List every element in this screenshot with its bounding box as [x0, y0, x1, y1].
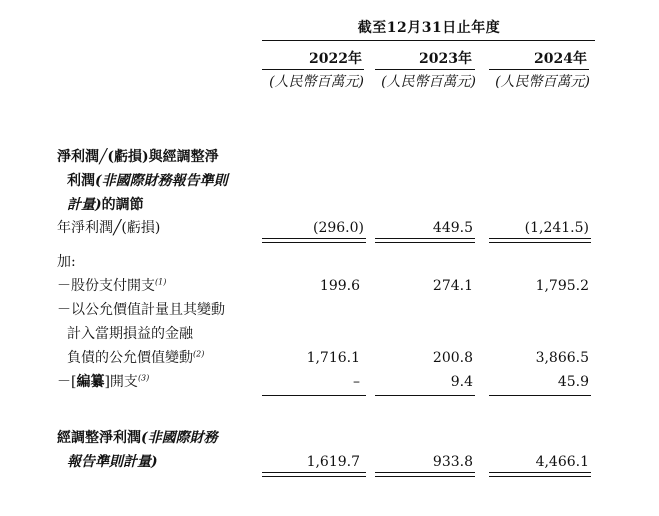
fair-value-2024: 3,866.5: [535, 350, 589, 366]
redacted-expense-2022: –: [353, 374, 360, 390]
year-2024-header: 2024年: [534, 51, 587, 67]
unit-2022: (人民幣百萬元): [269, 74, 364, 90]
col-rule-2024: [489, 69, 589, 70]
adjusted-net-profit-2024: 4,466.1: [535, 454, 589, 470]
adjusted-net-profit-2022: 1,619.7: [306, 454, 360, 470]
net-profit-rule-2024: [489, 238, 591, 243]
redacted-expense-2023: 9.4: [450, 374, 473, 390]
year-2022-header: 2022年: [309, 51, 362, 67]
subtotal-rule-2023: [375, 395, 475, 396]
unit-2023: (人民幣百萬元): [381, 74, 476, 90]
net-profit-label: 年淨利潤╱(虧損): [57, 220, 161, 236]
col-rule-2023: [375, 69, 475, 70]
net-profit-2023: 449.5: [432, 220, 473, 236]
adjusted-rule-2022: [262, 472, 366, 477]
net-profit-2024: (1,241.5): [524, 220, 589, 236]
subtotal-rule-2022: [262, 395, 366, 396]
year-2023-header: 2023年: [419, 51, 472, 67]
unit-2024: (人民幣百萬元): [495, 74, 590, 90]
adjusted-net-profit-label: 經調整淨利潤(非國際財務 報告準則計量): [57, 430, 218, 470]
share-comp-2024: 1,795.2: [535, 278, 589, 294]
net-profit-rule-2022: [262, 238, 366, 243]
fair-value-label: －以公允價值計量且其變動 計入當期損益的金融 負債的公允價值變動$^{(2)}$: [57, 302, 225, 366]
col-rule-2022: [262, 69, 364, 70]
share-comp-label: －股份支付開支$^{(1)}$: [57, 277, 167, 294]
add-label: 加:: [57, 254, 76, 270]
fair-value-2023: 200.8: [432, 350, 473, 366]
period-header: 截至12月31日止年度: [357, 20, 501, 36]
fair-value-2022: 1,716.1: [306, 350, 360, 366]
adjusted-rule-2024: [489, 472, 591, 477]
net-profit-rule-2023: [375, 238, 475, 243]
adjusted-rule-2023: [375, 472, 475, 477]
subtotal-rule-2024: [489, 395, 591, 396]
redacted-expense-2024: 45.9: [557, 374, 589, 390]
adjusted-net-profit-2023: 933.8: [432, 454, 473, 470]
reconciliation-title: 淨利潤╱(虧損)與經調整淨 利潤(非國際財務報告準則 計量)的調節: [57, 149, 228, 213]
header-rule: [262, 40, 595, 41]
net-profit-2022: (296.0): [312, 220, 364, 236]
share-comp-2022: 199.6: [319, 278, 360, 294]
share-comp-2023: 274.1: [432, 278, 473, 294]
redacted-expense-label: －[編纂]開支$^{(3)}$: [57, 373, 150, 390]
